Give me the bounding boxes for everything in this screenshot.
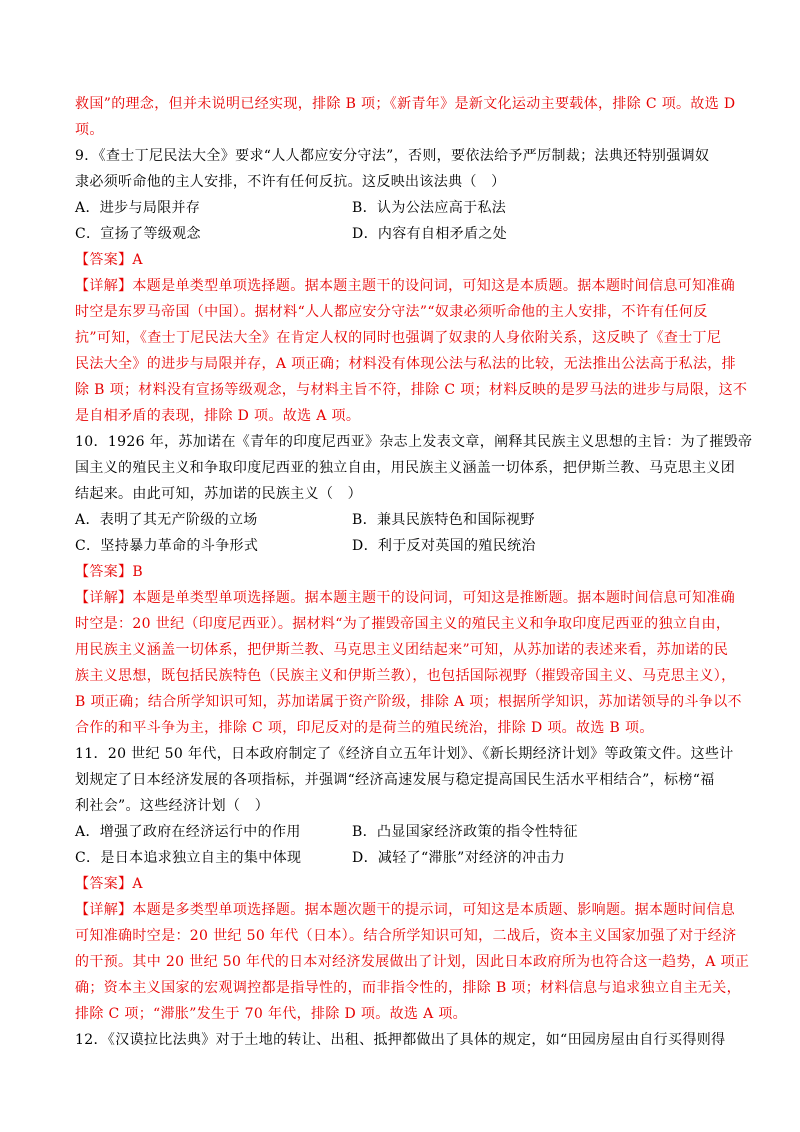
q11-detail-line: 可知准确时空是：20 世纪 50 年代（日本）。结合所学知识可知，二战后，资本主义国家加强了对于经济 xyxy=(75,928,737,944)
q9-detail-line: 民法大全》的进步与局限并存，A 项正确；材料没有体现公法与私法的比较，无法推出公法高于私法，排 xyxy=(75,356,737,372)
q9-detail-line: 除 B 项；材料没有宣扬等级观念，与材料主旨不符，排除 C 项；材料反映的是罗马法的进步与局限，这不 xyxy=(75,382,748,398)
q9-stem-line: 9．《查士丁尼民法大全》要求“人人都应安分守法”，否则，要依法给予严厉制裁；法典还特别强调奴 xyxy=(75,148,710,164)
q9-detail-line: 是自相矛盾的表现，排除 D 项。故选 A 项。 xyxy=(75,408,361,424)
q9-detail-line: 时空是东罗马帝国（中国）。据材料“人人都应安分守法”“奴隶必须听命他的主人安排，不许有任何反 xyxy=(75,304,708,320)
q12-stem-line: 12．《汉谟拉比法典》对于土地的转让、出租、抵押都做出了具体的规定，如“田园房屋由自行买得则得 xyxy=(75,1032,726,1048)
q11-detail-line: 排除 C 项；“滞胀”发生于 70 年代，排除 D 项。故选 A 项。 xyxy=(75,1006,468,1022)
q10-option-a: A．表明了其无产阶级的立场 xyxy=(75,512,258,528)
q9-option-a: A．进步与局限并存 xyxy=(75,200,201,216)
q10-detail-line: 合作的和平斗争为主，排除 C 项，印尼反对的是荷兰的殖民统治，排除 D 项。故选 B 项。 xyxy=(75,720,654,736)
q10-option-b: B．兼具民族特色和国际视野 xyxy=(352,512,535,528)
q10-stem-line: 结起来。由此可知，苏加诺的民族主义（ ） xyxy=(75,486,362,502)
q10-answer: 【答案】B xyxy=(75,564,144,580)
q11-detail-line: 确；资本主义国家的宏观调控都是指导性的，而非指令性的，排除 B 项；材料信息与追求独立自主无关， xyxy=(75,980,741,996)
q10-detail-line: 【详解】本题是单类型单项选择题。据本题主题干的设问词，可知这是推断题。据本题时间信息可知准确 xyxy=(75,590,736,606)
q11-detail-line: 【详解】本题是多类型单项选择题。据本题次题干的提示词，可知这是本质题、影响题。据本题时间信息 xyxy=(75,902,736,918)
q9-detail-line: 【详解】本题是单类型单项选择题。据本题主题干的设问词，可知这是本质题。据本题时间信息可知准确 xyxy=(75,278,736,294)
q11-option-d: D．减轻了“滞胀”对经济的冲击力 xyxy=(352,850,566,866)
q10-detail-line: 时空是：20 世纪（印度尼西亚）。据材料“为了摧毁帝国主义的殖民主义和争取印度尼西亚的独立自由， xyxy=(75,616,731,632)
q11-option-a: A．增强了政府在经济运行中的作用 xyxy=(75,824,301,840)
q10-detail-line: B 项正确；结合所学知识可知，苏加诺属于资产阶级，排除 A 项；根据所学知识，苏加诺领导的斗争以不 xyxy=(75,694,742,710)
q9-answer: 【答案】A xyxy=(75,252,143,268)
q9-option-c: C．宣扬了等级观念 xyxy=(75,226,201,242)
q10-option-d: D．利于反对英国的殖民统治 xyxy=(352,538,536,554)
prev-detail-line: 项。 xyxy=(75,122,104,138)
q11-stem-line: 利社会”。这些经济计划（ ） xyxy=(75,798,270,814)
q11-stem-line: 11．20 世纪 50 年代，日本政府制定了《经济自立五年计划》、《新长期经济计划》等政策文件。这些计 xyxy=(75,746,734,762)
q11-answer: 【答案】A xyxy=(75,876,143,892)
q10-stem-line: 国主义的殖民主义和争取印度尼西亚的独立自由，用民族主义涵盖一切体系，把伊斯兰教、马克思主义团 xyxy=(75,460,736,476)
q10-stem-line: 10．1926 年，苏加诺在《青年的印度尼西亚》杂志上发表文章，阐释其民族主义思想的主旨：为了摧毁帝 xyxy=(75,434,753,450)
q9-option-d: D．内容有自相矛盾之处 xyxy=(352,226,508,242)
prev-detail-line: 救国”的理念，但并未说明已经实现，排除 B 项；《新青年》是新文化运动主要载体，排除 C 项。故选 D xyxy=(75,96,736,112)
q11-option-b: B．凸显国家经济政策的指令性特征 xyxy=(352,824,578,840)
q9-detail-line: 抗”可知，《查士丁尼民法大全》在肯定人权的同时也强调了奴隶的人身依附关系，这反映了《查士丁尼 xyxy=(75,330,722,346)
q9-option-b: B．认为公法应高于私法 xyxy=(352,200,507,216)
q11-option-c: C．是日本追求独立自主的集中体现 xyxy=(75,850,302,866)
q11-stem-line: 划规定了日本经济发展的各项指标，并强调“经济高速发展与稳定提高国民生活水平相结合”，标榜“福 xyxy=(75,772,715,788)
q10-option-c: C．坚持暴力革命的斗争形式 xyxy=(75,538,259,554)
q11-detail-line: 的干预。其中 20 世纪 50 年代的日本对经济发展做出了计划，因此日本政府所为也符合这一趋势，A 项正 xyxy=(75,954,750,970)
q10-detail-line: 族主义思想，既包括民族特色（民族主义和伊斯兰教），也包括国际视野（摧毁帝国主义、马克思主义）， xyxy=(75,668,736,684)
q9-stem-line: 隶必须听命他的主人安排，不许有任何反抗。这反映出该法典（ ） xyxy=(75,174,506,190)
q10-detail-line: 用民族主义涵盖一切体系，把伊斯兰教、马克思主义团结起来”可知，从苏加诺的表述来看，苏加诺的民 xyxy=(75,642,729,658)
